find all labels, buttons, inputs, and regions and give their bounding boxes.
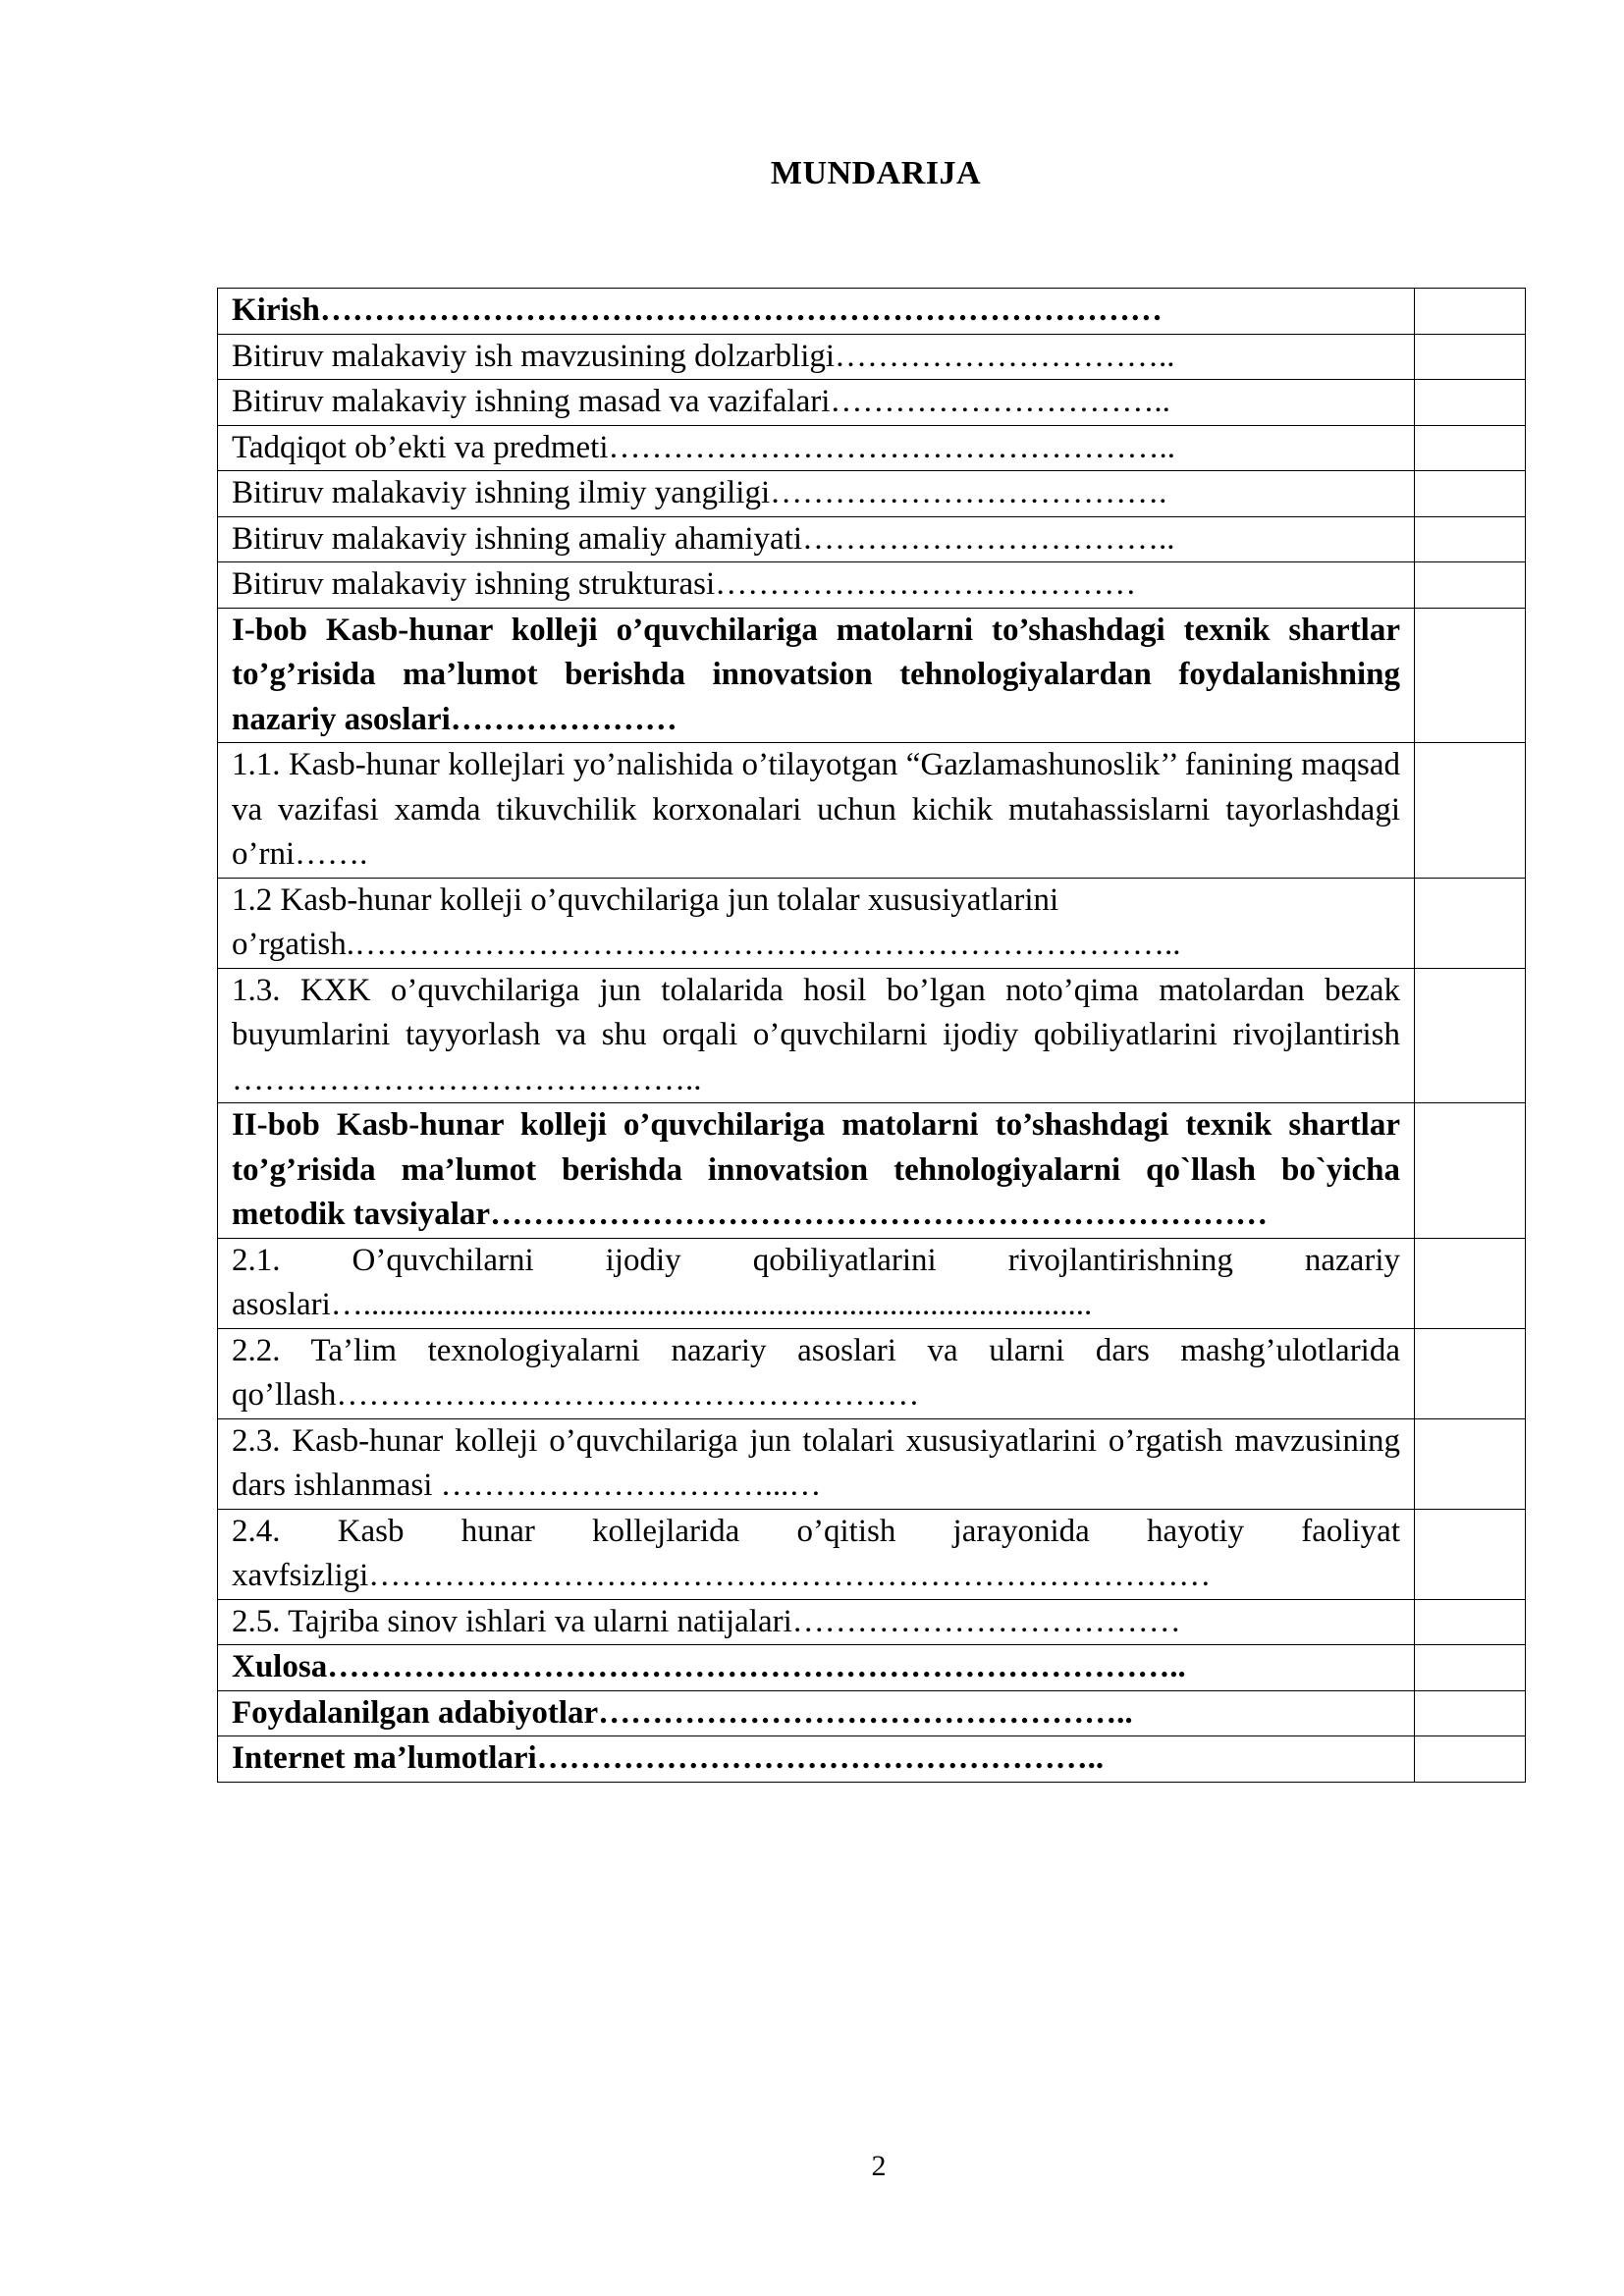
toc-row (218, 1645, 1526, 1691)
toc-row (218, 743, 1526, 879)
toc-entry-text: Foydalanilgan adabiyotlar………………………………………….. (218, 1690, 1415, 1736)
toc-entry-page (1415, 1599, 1526, 1645)
toc-entry-text: Bitiruv malakaviy ish mavzusining dolzarbligi………………………….. (218, 334, 1415, 380)
toc-row (218, 1736, 1526, 1783)
toc-entry-text: 1.3. KXK o’quvchilariga jun tolalarida hosil bo’lgan noto’qima matolardan bezak buyumlarini tayyorlash va shu orqali o’quvchilarni ijodiy qobiliyatlarini rivojlantirish …………………………………….. (218, 968, 1415, 1103)
toc-entry-page (1415, 608, 1526, 743)
toc-entry-page (1415, 878, 1526, 968)
toc-row (218, 289, 1526, 335)
toc-entry-page (1415, 1736, 1526, 1783)
toc-entry-text: 2.1. O’quvchilarni ijodiy qobiliyatlarini rivojlantirishning nazariy asoslari….......................................................................................... (218, 1238, 1415, 1328)
toc-entry-text: Kirish…………………………………………………………………… (218, 289, 1415, 335)
toc-entry-page (1415, 1509, 1526, 1599)
toc-entry-page (1415, 516, 1526, 562)
page-number: 2 (871, 2150, 887, 2182)
toc-row (218, 516, 1526, 562)
toc-entry-page (1415, 425, 1526, 471)
toc-row (218, 1238, 1526, 1328)
toc-entry-text: 2.3. Kasb-hunar kolleji o’quvchilariga jun tolalari xususiyatlarini o’rgatish mavzusining dars ishlanmasi …………………………...… (218, 1418, 1415, 1509)
toc-entry-page (1415, 380, 1526, 426)
toc-entry-page (1415, 471, 1526, 517)
toc-entry-page (1415, 1103, 1526, 1239)
toc-row (218, 1509, 1526, 1599)
toc-row (218, 1690, 1526, 1736)
toc-entry-text: 2.2. Ta’lim texnologiyalarni nazariy asoslari va ularni dars mashg’ulotlarida qo’llash……………………………………………… (218, 1328, 1415, 1418)
toc-entry-text: 2.4. Kasb hunar kollejlarida o’qitish jarayonida hayotiy faoliyat xavfsizligi…………………………………………………………………… (218, 1509, 1415, 1599)
table-of-contents (217, 288, 1526, 1783)
toc-entry-page (1415, 968, 1526, 1103)
toc-entry-page (1415, 1418, 1526, 1509)
toc-entry-page (1415, 743, 1526, 879)
toc-entry-text: Bitiruv malakaviy ishning ilmiy yangiligi………………………………. (218, 471, 1415, 517)
toc-entry-page (1415, 1328, 1526, 1418)
toc-entry-page (1415, 562, 1526, 609)
toc-entry-text: I-bob Kasb-hunar kolleji o’quvchilariga matolarni to’shashdagi texnik shartlar to’g’risida ma’lumot berishda innovatsion tehnologiyalardan foydalanishning nazariy asoslari………………… (218, 608, 1415, 743)
toc-row (218, 334, 1526, 380)
toc-row (218, 608, 1526, 743)
toc-row (218, 878, 1526, 968)
toc-entry-text: Bitiruv malakaviy ishning strukturasi………………………………… (218, 562, 1415, 609)
toc-entry-page (1415, 334, 1526, 380)
toc-entry-text: Internet ma’lumotlari…………………………………………….. (218, 1736, 1415, 1783)
toc-entry-text: Xulosa…………………………………………………………………….. (218, 1645, 1415, 1691)
toc-row (218, 562, 1526, 609)
toc-entry-page (1415, 289, 1526, 335)
toc-entry-page (1415, 1238, 1526, 1328)
toc-row (218, 1418, 1526, 1509)
toc-row (218, 380, 1526, 426)
toc-entry-text: Tadqiqot ob’ekti va predmeti…………………………………………….. (218, 425, 1415, 471)
toc-row (218, 425, 1526, 471)
toc-entry-text: II-bob Kasb-hunar kolleji o’quvchilariga matolarni to’shashdagi texnik shartlar to’g’risida ma’lumot berishda innovatsion tehnologiyalarni qo`llash bo`yicha metodik tavsiyalar……………………………………………………………… (218, 1103, 1415, 1239)
toc-entry-text: 1.1. Kasb-hunar kollejlari yo’nalishida o’tilayotgan “Gazlamashunoslik’’ fanining maqsad va vazifasi xamda tikuvchilik korxonalari uchun kichik mutahassislarni tayorlashdagi o’rni……. (218, 743, 1415, 879)
toc-body (218, 289, 1526, 1783)
page-title: MUNDARIJA (770, 155, 982, 191)
toc-row (218, 471, 1526, 517)
toc-entry-text: Bitiruv malakaviy ishning amaliy ahamiyati…………………………….. (218, 516, 1415, 562)
toc-row (218, 1103, 1526, 1239)
toc-row (218, 1328, 1526, 1418)
toc-entry-text: Bitiruv malakaviy ishning masad va vazifalari………………………….. (218, 380, 1415, 426)
toc-row (218, 1599, 1526, 1645)
toc-entry-page (1415, 1645, 1526, 1691)
toc-row (218, 968, 1526, 1103)
toc-entry-text: 1.2 Kasb-hunar kolleji o’quvchilariga jun tolalar xususiyatlarini o’rgatish.………………………………………………………………….. (218, 878, 1415, 968)
toc-entry-text: 2.5. Tajriba sinov ishlari va ularni natijalari……………………………… (218, 1599, 1415, 1645)
toc-entry-page (1415, 1690, 1526, 1736)
